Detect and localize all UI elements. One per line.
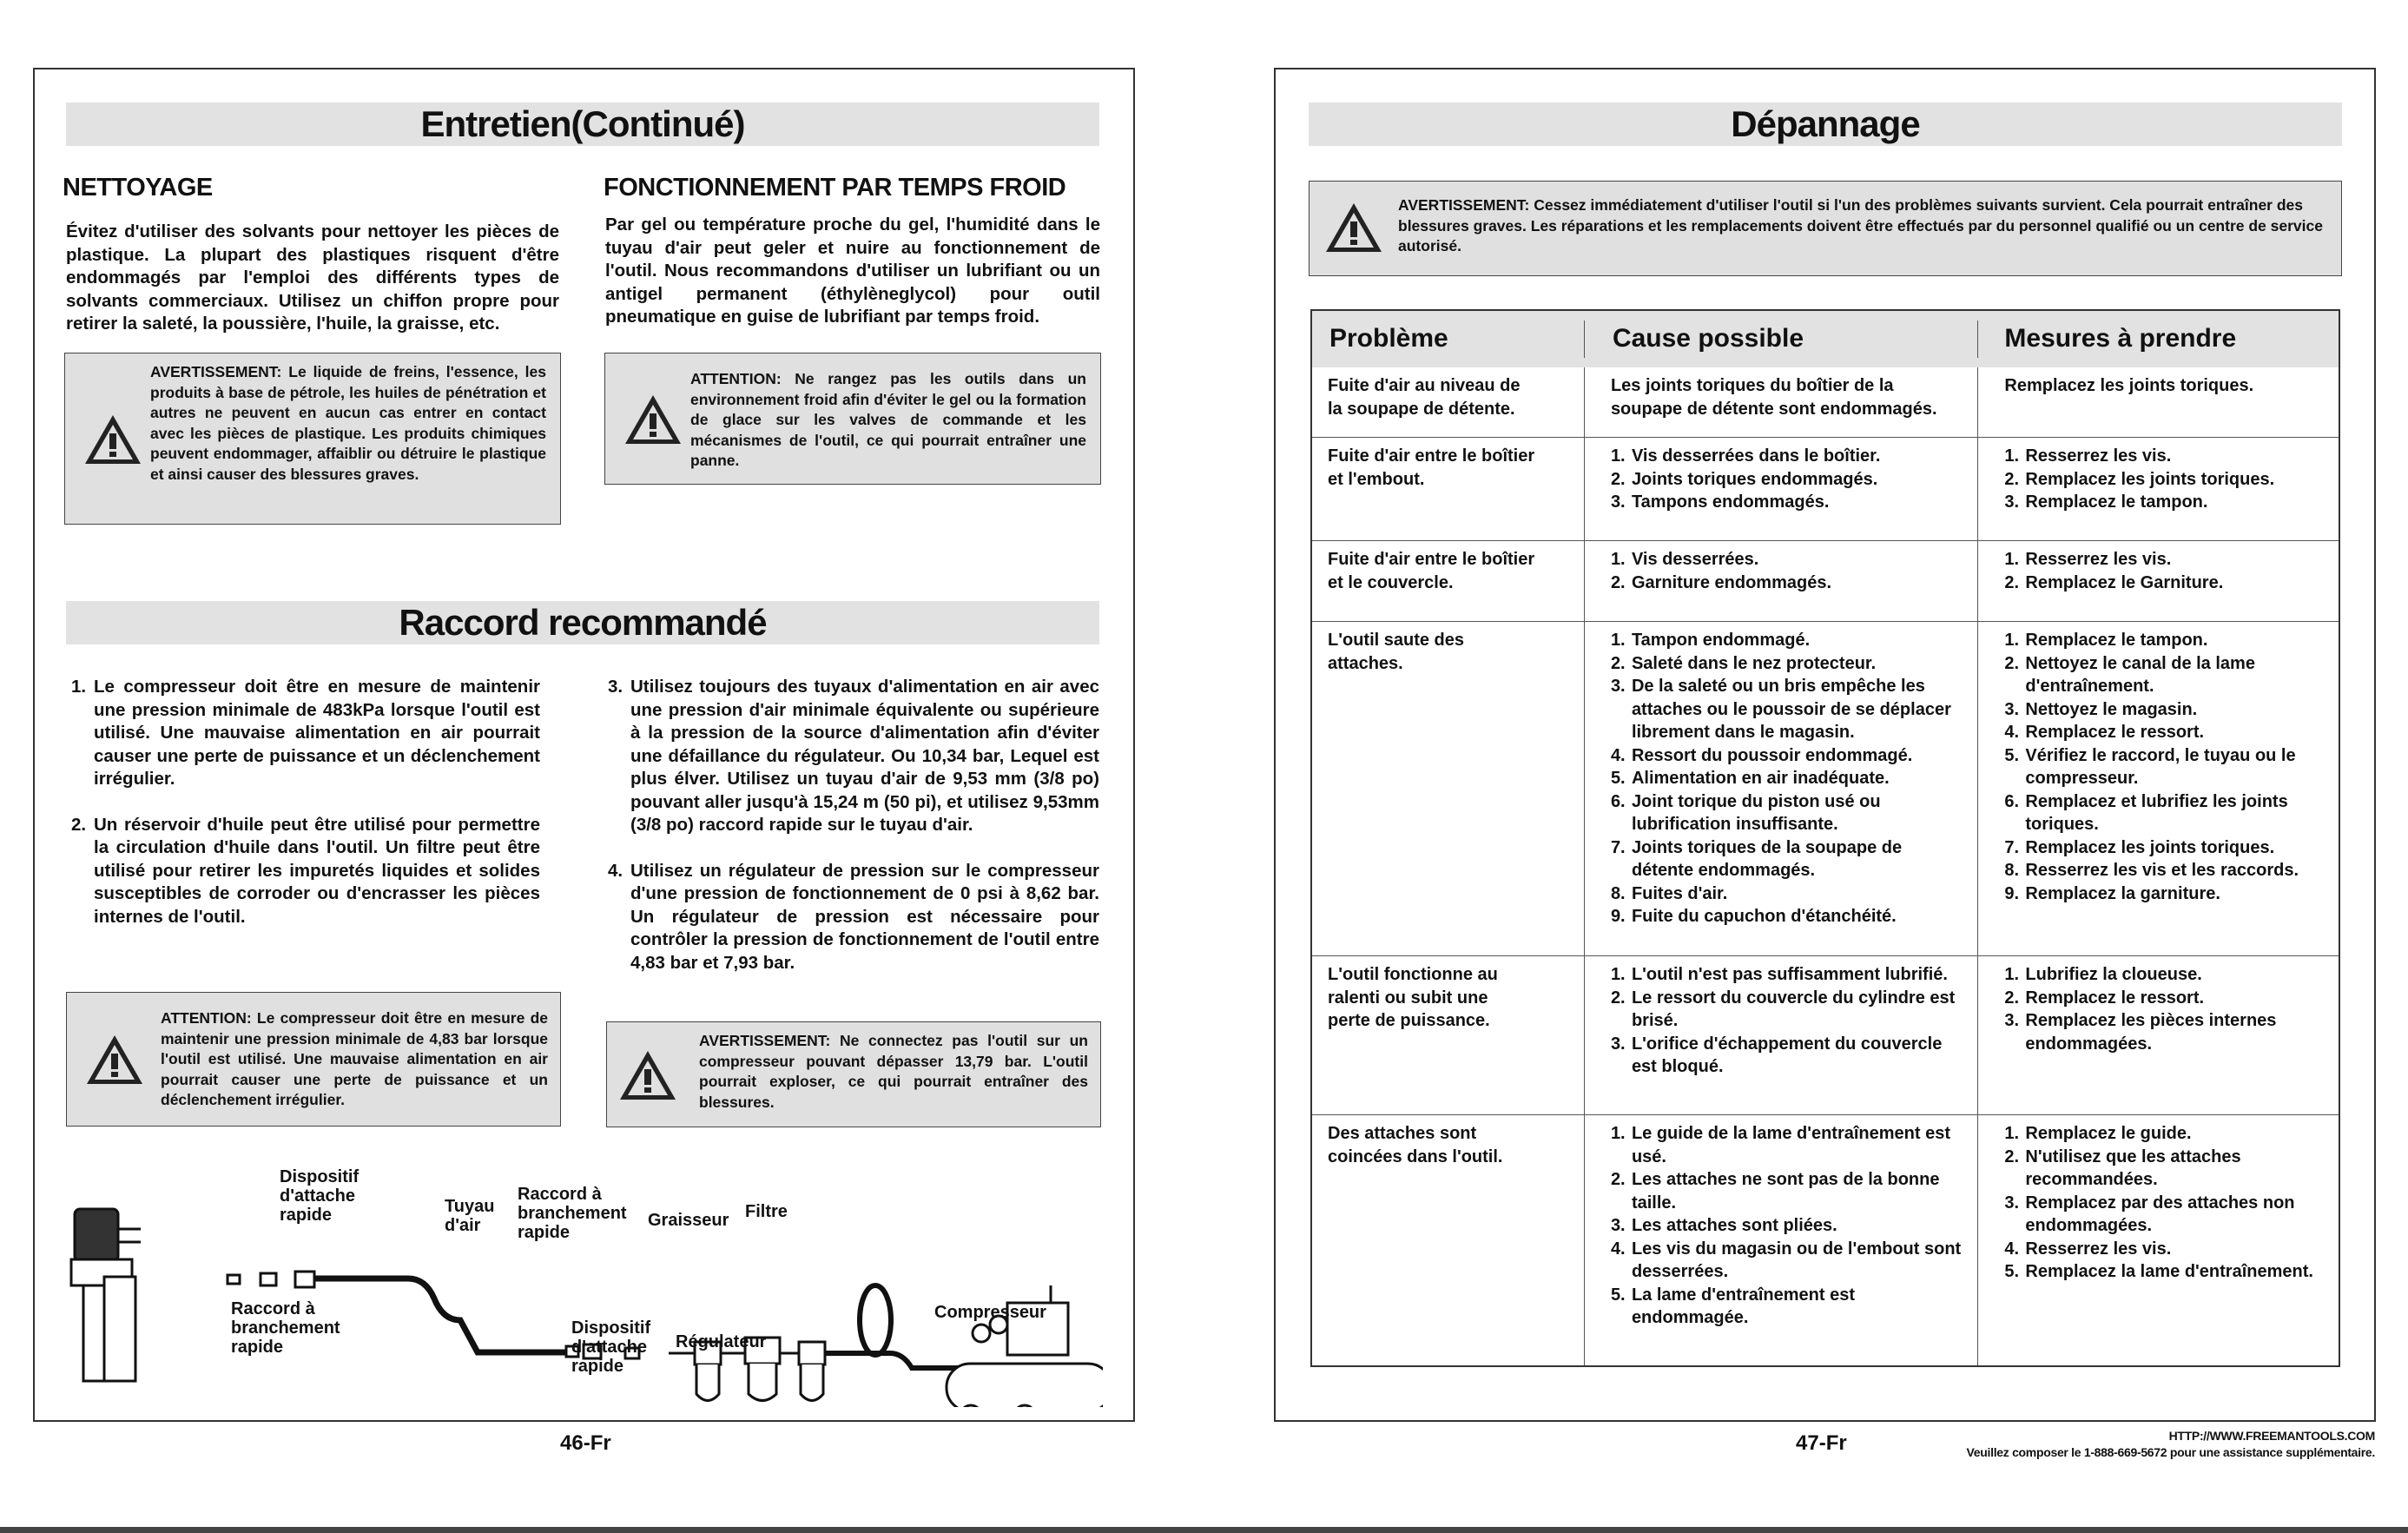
action-item: 6. Remplacez et lubrifiez les joints toriques. bbox=[2004, 791, 2288, 834]
diagram-label-filter: Filtre bbox=[745, 1202, 788, 1221]
cause-item: 4. Ressort du poussoir endommagé. bbox=[1610, 745, 1913, 765]
cause-item: 2. Les attaches ne sont pas de la bonne taille. bbox=[1610, 1170, 1940, 1213]
action-item: 3. Remplacez par des attaches non endommagées. bbox=[2004, 1193, 2295, 1235]
problem-cell: Fuite d'air entre le boîtier et le couvercle. bbox=[1312, 541, 1585, 621]
fitting-banner: Raccord recommandé bbox=[66, 601, 1099, 644]
left-page bbox=[33, 68, 1135, 1422]
action-item: 1. Resserrez les vis. bbox=[2004, 550, 2172, 569]
air-hose-icon bbox=[314, 1279, 566, 1352]
action-item: 2. Nettoyez le canal de la lame d'entraînement. bbox=[2004, 653, 2255, 696]
cause-item: 1. Vis desserrées. bbox=[1610, 550, 1759, 569]
cause-item: 6. Joint torique du piston usé ou lubrification insuffisante. bbox=[1610, 791, 1881, 834]
cause-item: 4. Les vis du magasin ou de l'embout sont desserrées. bbox=[1610, 1239, 1962, 1281]
bottom-rule bbox=[0, 1527, 2408, 1533]
problem-cell: L'outil fonctionne au ralenti ou subit une perte de puissance. bbox=[1312, 956, 1585, 1114]
troubleshooting-banner: Dépannage bbox=[1309, 102, 2342, 146]
warning-triangle-icon bbox=[84, 1033, 145, 1087]
table-header-action: Mesures à prendre bbox=[2004, 324, 2237, 354]
hose-coil-icon bbox=[825, 1285, 964, 1368]
action-item: 2. Remplacez les joints toriques. bbox=[2004, 469, 2275, 489]
diagram-label-regulator: Régulateur bbox=[676, 1332, 767, 1351]
action-cell bbox=[1978, 438, 2339, 540]
cause-item: 5. Alimentation en air inadéquate. bbox=[1610, 769, 1890, 788]
action-cell bbox=[1978, 956, 2339, 1114]
table-row bbox=[1312, 1114, 2339, 1365]
action-item: 2. N'utilisez que les attaches recommandées. bbox=[2004, 1146, 2241, 1189]
cold-attention-box bbox=[604, 353, 1101, 485]
action-item: 4. Remplacez le ressort. bbox=[2004, 723, 2205, 742]
cause-item: 5. La lame d'entraînement est endommagée. bbox=[1610, 1285, 1855, 1327]
action-cell bbox=[1978, 367, 2339, 437]
warning-triangle-icon bbox=[623, 393, 683, 446]
page-number-right: 47-Fr bbox=[1796, 1431, 1847, 1455]
cause-cell bbox=[1585, 1115, 1978, 1365]
table-header-problem: Problème bbox=[1312, 320, 1585, 358]
action-item: 3. Nettoyez le magasin. bbox=[2004, 699, 2198, 719]
action-item: Remplacez les joints toriques. bbox=[2004, 376, 2254, 395]
cause-item: 1. Tampon endommagé. bbox=[1610, 631, 1811, 650]
cold-weather-heading: FONCTIONNEMENT PAR TEMPS FROID bbox=[604, 174, 1066, 202]
troubleshooting-warning-box bbox=[1309, 181, 2342, 276]
table-row bbox=[1312, 367, 2339, 437]
troubleshooting-warning-text: AVERTISSEMENT: Cessez immédiatement d'utiliser l'outil si l'un des problèmes suivants survient. Cela pourrait entraîner des blessures graves. Les réparations et les remplacements doivent être effectués par du personnel qualifié ou un centre de service autorisé. bbox=[1398, 196, 2323, 254]
cause-cell bbox=[1585, 367, 1978, 437]
action-item: 1. Lubrifiez la cloueuse. bbox=[2004, 965, 2202, 984]
action-cell bbox=[1978, 541, 2339, 621]
fitting-list-right bbox=[608, 676, 1099, 997]
cause-item: 1. L'outil n'est pas suffisamment lubrifié. bbox=[1610, 965, 1948, 984]
cause-item: 1. Vis desserrées dans le boîtier. bbox=[1610, 446, 1881, 466]
list-item: 2. Un réservoir d'huile peut être utilisé pour permettre la circulation d'huile dans l'outil. Un filtre peut être utilisé pour retirer les impuretés liquides et solides susceptibles de corroder ou d'encrasser les pièces internes de l'outil. bbox=[71, 814, 540, 927]
problem-cell: Des attaches sont coincées dans l'outil. bbox=[1312, 1115, 1585, 1365]
maintenance-banner: Entretien(Continué) bbox=[66, 102, 1099, 146]
cause-item: 3. Les attaches sont pliées. bbox=[1610, 1216, 1837, 1235]
action-item: 8. Resserrez les vis et les raccords. bbox=[2004, 861, 2299, 880]
action-item: 2. Remplacez le Garniture. bbox=[2004, 572, 2224, 592]
list-item: 3. Utilisez toujours des tuyaux d'alimentation en air avec une pression d'air minimale équivalente ou supérieure à la pression de la source d'alimentation afin d'éviter une défaillance du régulateur. Ou 10,34 bar, Lequel est plus élver. Utilisez un tuyau d'air de 9,53 mm (3/8 po) pouvant aller jusqu'à 15,24 m (50 pi), et utilisez 9,53mm (3/8 po) raccord rapide sur le tuyau d'air. bbox=[608, 677, 1099, 835]
fitting-list-left bbox=[71, 676, 540, 951]
action-cell bbox=[1978, 1115, 2339, 1365]
diagram-label-quick-coupler-bottom: Dispositif d'attache rapide bbox=[571, 1318, 651, 1376]
cause-item: 2. Le ressort du couvercle du cylindre est brisé. bbox=[1610, 988, 1956, 1030]
footer-url: HTTP://WWW.FREEMANTOOLS.COM bbox=[2168, 1429, 2375, 1443]
cause-cell bbox=[1585, 541, 1978, 621]
action-item: 1. Resserrez les vis. bbox=[2004, 446, 2172, 466]
table-header-row bbox=[1312, 311, 2339, 367]
compressor-attention-box bbox=[66, 992, 561, 1127]
action-item: 4. Resserrez les vis. bbox=[2004, 1239, 2172, 1259]
action-item: 5. Vérifiez le raccord, le tuyau ou le compresseur. bbox=[2004, 745, 2296, 788]
cause-cell bbox=[1585, 956, 1978, 1114]
troubleshooting-table bbox=[1310, 309, 2340, 1367]
problem-cell: L'outil saute des attaches. bbox=[1312, 622, 1585, 955]
action-item: 3. Remplacez le tampon. bbox=[2004, 492, 2208, 512]
table-row bbox=[1312, 621, 2339, 955]
cause-item: 8. Fuites d'air. bbox=[1610, 883, 1728, 903]
action-item: 2. Remplacez le ressort. bbox=[2004, 988, 2205, 1008]
cleaning-warning-box bbox=[64, 353, 561, 525]
diagram-label-lubricator: Graisseur bbox=[648, 1211, 729, 1230]
cleaning-text: Évitez d'utiliser des solvants pour nettoyer les pièces de plastique. La plupart des plastiques risquent d'être endommagés par l'emploi des différents types de solvants commerciaux. Utilisez un chiffon propre pour retirer la saleté, la poussière, l'huile, la graisse, etc. bbox=[66, 221, 559, 334]
action-cell bbox=[1978, 622, 2339, 955]
diagram-label-air-hose: Tuyau d'air bbox=[445, 1197, 495, 1235]
cause-item: 2. Joints toriques endommagés. bbox=[1610, 469, 1878, 489]
cause-item: 2. Saleté dans le nez protecteur. bbox=[1610, 653, 1877, 673]
diagram-label-quick-fitting-bottom: Raccord à branchement rapide bbox=[231, 1299, 340, 1357]
diagram-label-compressor: Compresseur bbox=[934, 1303, 1046, 1322]
page-number-left: 46-Fr bbox=[560, 1431, 611, 1455]
cause-cell bbox=[1585, 438, 1978, 540]
action-item: 1. Remplacez le tampon. bbox=[2004, 631, 2208, 650]
footer-phone: Veuillez composer le 1-888-669-5672 pour une assistance supplémentaire. bbox=[1966, 1445, 2375, 1459]
cleaning-heading: NETTOYAGE bbox=[63, 174, 213, 202]
nailer-icon bbox=[71, 1209, 141, 1381]
cause-item: 9. Fuite du capuchon d'étanchéité. bbox=[1610, 907, 1897, 926]
cause-item: 2. Garniture endommagés. bbox=[1610, 572, 1831, 592]
cold-weather-text: Par gel ou température proche du gel, l'humidité dans le tuyau d'air peut geler et nuire au fonctionnement de l'outil. Nous recommandons d'utiliser un lubrifiant ou un antigel permanent (éthylèneglycol) pour outil pneumatique en guise de lubrifiant par temps froid. bbox=[605, 215, 1100, 327]
action-item: 7. Remplacez les joints toriques. bbox=[2004, 837, 2275, 857]
diagram-label-quick-coupler-top: Dispositif d'attache rapide bbox=[280, 1167, 360, 1225]
table-row bbox=[1312, 437, 2339, 540]
warning-triangle-icon bbox=[82, 413, 143, 466]
cause-item: 1. Le guide de la lame d'entraînement est usé. bbox=[1610, 1124, 1951, 1166]
problem-cell: Fuite d'air entre le boîtier et l'embout. bbox=[1312, 438, 1585, 540]
table-row bbox=[1312, 540, 2339, 621]
problem-cell: Fuite d'air au niveau de la soupape de détente. bbox=[1312, 367, 1585, 437]
cause-item: Les joints toriques du boîtier de la soupape de détente sont endommagés. bbox=[1610, 376, 1937, 419]
action-item: 3. Remplacez les pièces internes endommagées. bbox=[2004, 1011, 2277, 1054]
compressor-warning-box bbox=[606, 1021, 1101, 1127]
cause-cell bbox=[1585, 622, 1978, 955]
cause-item: 3. Tampons endommagés. bbox=[1610, 492, 1830, 512]
list-item: 1. Le compresseur doit être en mesure de maintenir une pression minimale de 483kPa lorsque l'outil est utilisé. Une mauvaise alimentation en air pourrait causer une perte de puissance et un déclenchement irrégulier. bbox=[71, 677, 540, 789]
table-header-cause: Cause possible bbox=[1585, 320, 1978, 358]
action-item: 1. Remplacez le guide. bbox=[2004, 1124, 2192, 1143]
cold-attention-text: ATTENTION: Ne rangez pas les outils dans un environnement froid afin d'éviter le gel ou la formation de glace sur les valves de commande et les mécanismes de l'outil, ce qui pourrait entraîner une panne. bbox=[690, 370, 1086, 469]
cause-item: 7. Joints toriques de la soupape de détente endommagés. bbox=[1610, 837, 1903, 880]
cause-item: 3. L'orifice d'échappement du couvercle est bloqué. bbox=[1610, 1034, 1943, 1076]
diagram-label-quick-fitting-top: Raccord à branchement rapide bbox=[518, 1185, 627, 1242]
compressor-attention-text: ATTENTION: Le compresseur doit être en mesure de maintenir une pression minimale de 4,83 bar lorsque l'outil est utilisé. Une mauvaise alimentation en air pourrait causer une perte de puissance et un déclenchement irrégulier. bbox=[161, 1009, 548, 1108]
right-page bbox=[1274, 68, 2376, 1422]
cause-item: 3. De la saleté ou un bris empêche les attaches ou le poussoir de se déplacer librement dans le magasin. bbox=[1610, 677, 1951, 742]
warning-triangle-icon bbox=[617, 1048, 678, 1102]
action-item: 5. Remplacez la lame d'entraînement. bbox=[2004, 1262, 2313, 1281]
cleaning-warning-text: AVERTISSEMENT: Le liquide de freins, l'essence, les produits à base de pétrole, les huiles de pénétration et autres ne peuvent en aucun cas entrer en contact avec les pièces de plastique. Les produits chimiques peuvent endommager, affaiblir ou détruire le plastique et ainsi causer des blessures graves. bbox=[150, 363, 546, 483]
compressor-warning-text: AVERTISSEMENT: Ne connectez pas l'outil sur un compresseur pouvant dépasser 13,79 bar. L'outil pourrait exploser, ce qui pourrait entraîner des blessures. bbox=[699, 1032, 1088, 1111]
warning-triangle-icon bbox=[1323, 201, 1384, 254]
table-row bbox=[1312, 955, 2339, 1114]
action-item: 9. Remplacez la garniture. bbox=[2004, 883, 2220, 903]
list-item: 4. Utilisez un régulateur de pression sur le compresseur d'une pression de fonctionnement de 0 psi à 8,62 bar. Un régulateur de pression est nécessaire pour contrôler la pression de fonctionnement de l'outil entre 4,83 bar et 7,93 bar. bbox=[608, 860, 1099, 973]
